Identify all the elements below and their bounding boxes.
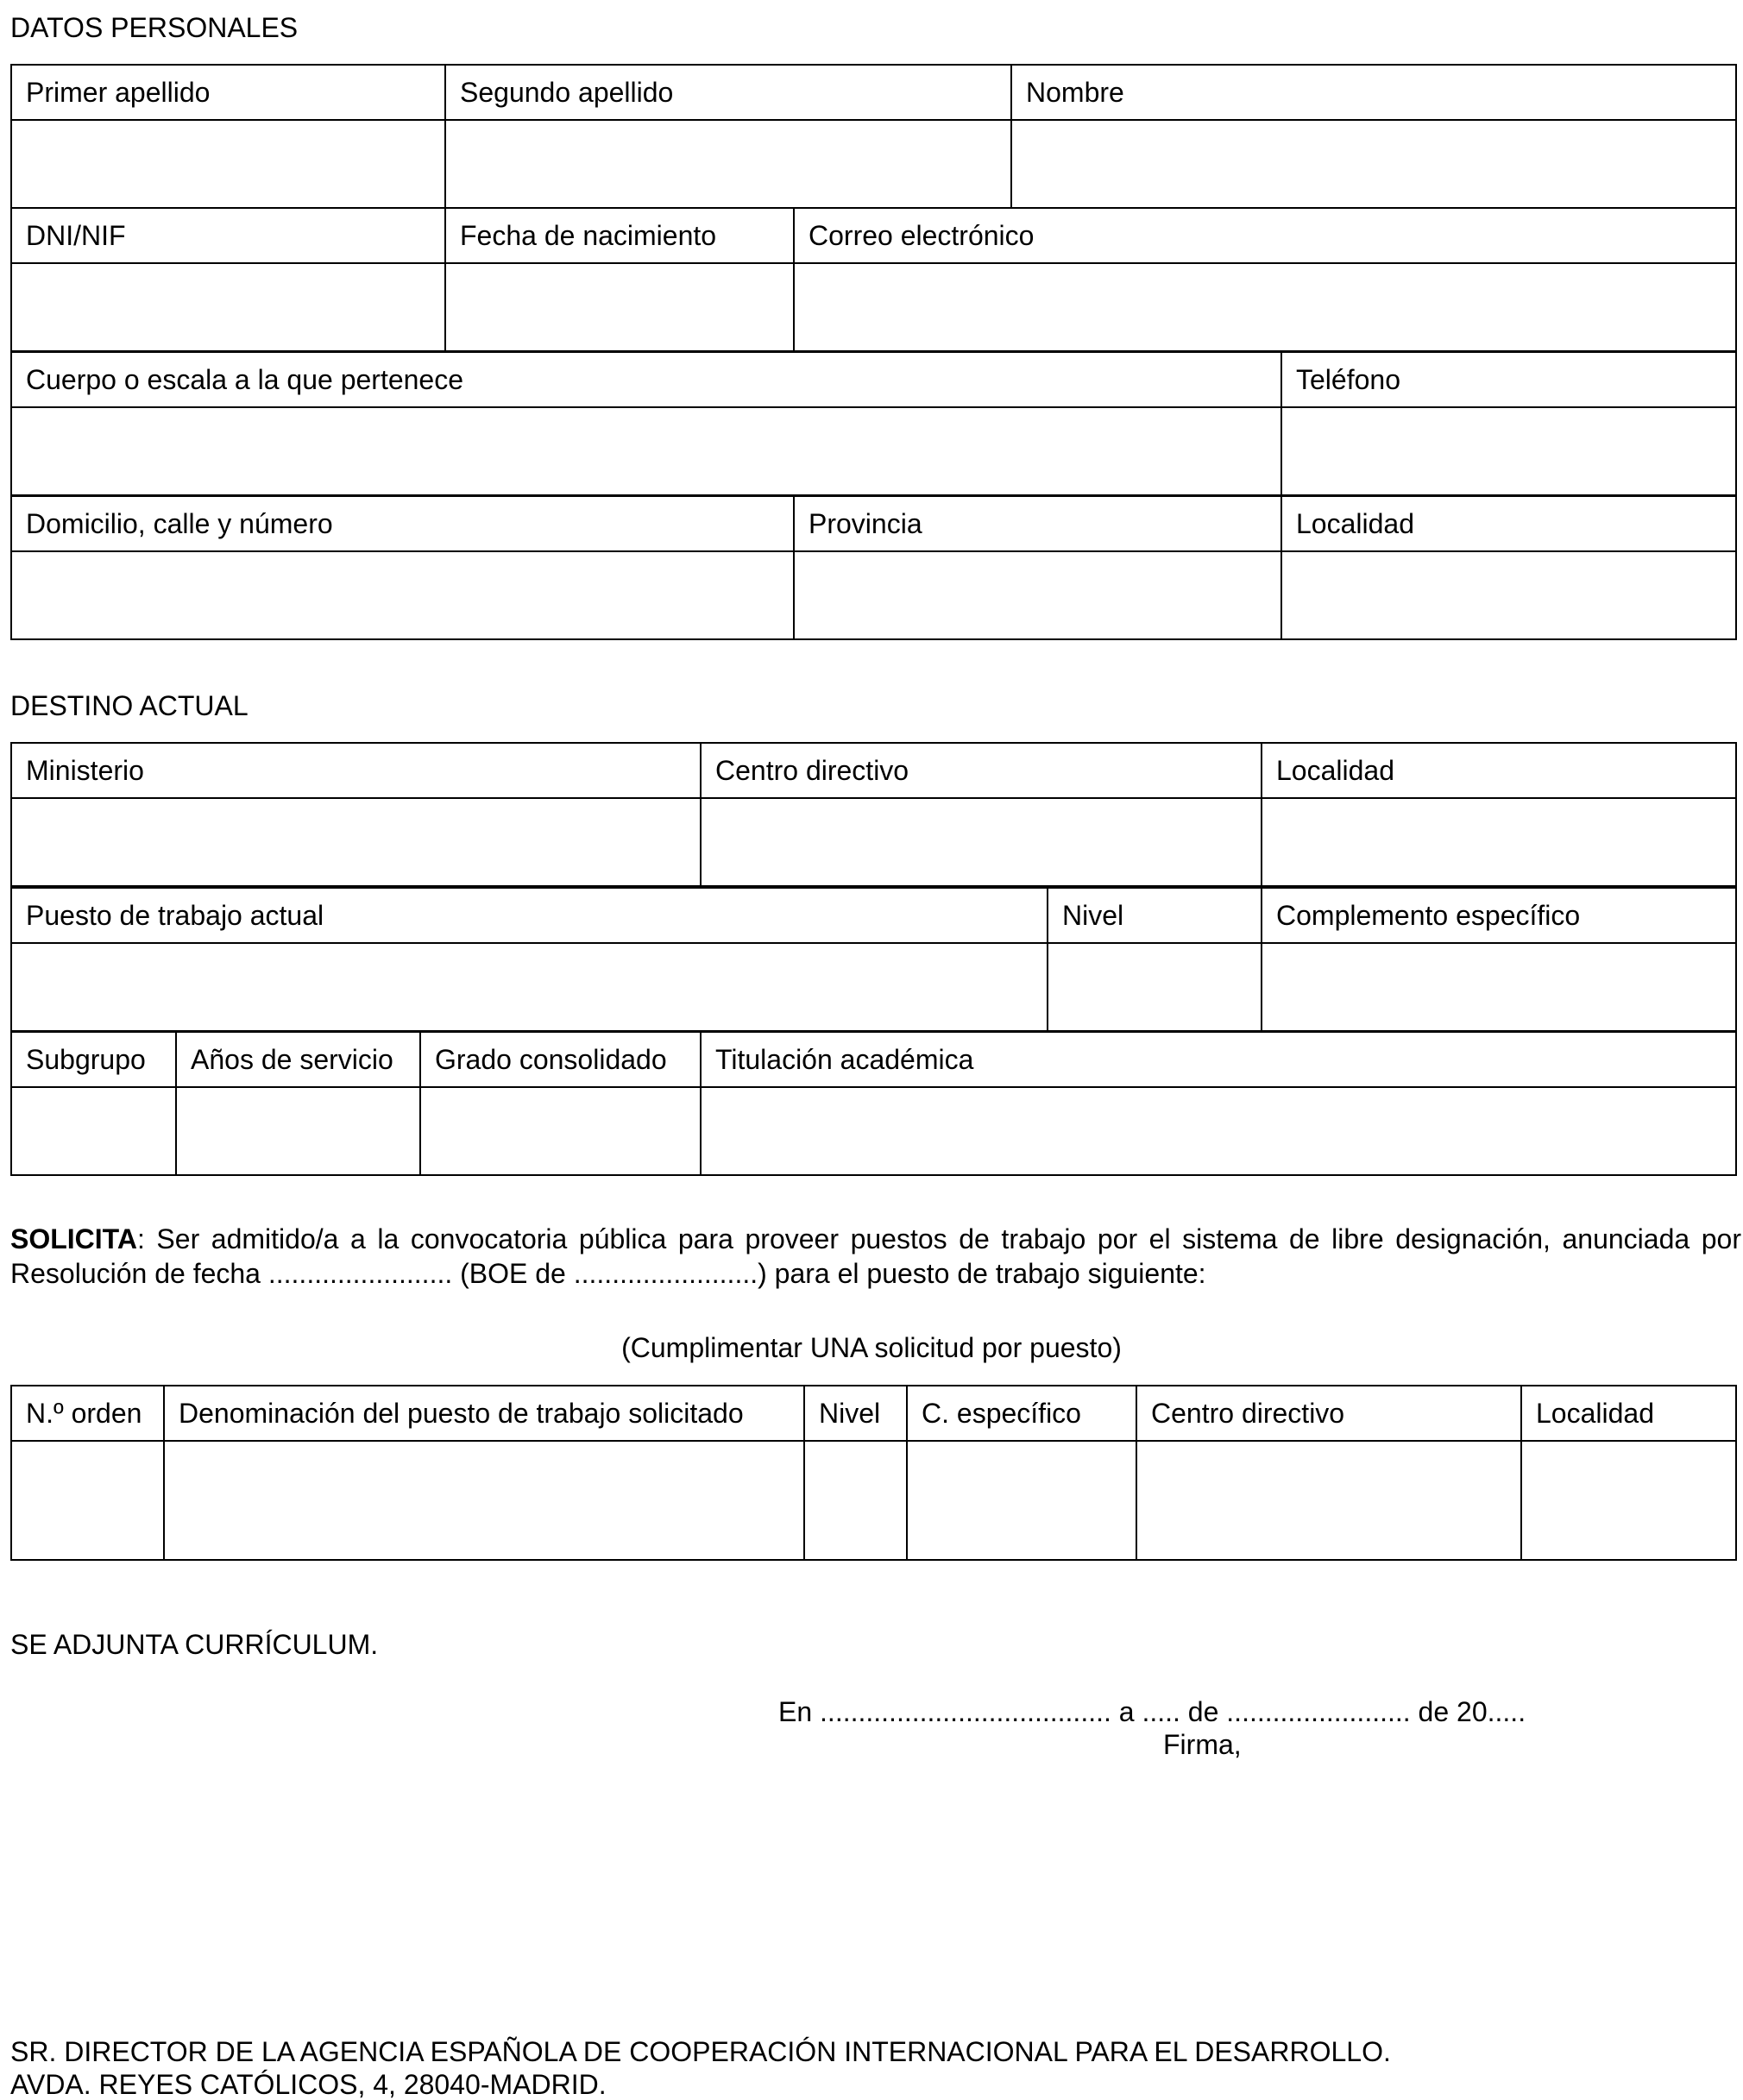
label-nivel: Nivel xyxy=(1048,888,1262,943)
label-primer-apellido: Primer apellido xyxy=(11,65,445,120)
section-title-datos-personales: DATOS PERSONALES xyxy=(10,12,299,43)
input-fecha-nacimiento[interactable] xyxy=(445,263,794,351)
label-solicitado-nivel: Nivel xyxy=(804,1386,907,1441)
label-cuerpo: Cuerpo o escala a la que pertenece xyxy=(11,352,1281,407)
datos-row2 xyxy=(10,207,1737,352)
label-dni: DNI/NIF xyxy=(11,208,445,263)
input-provincia[interactable] xyxy=(794,551,1281,639)
input-puesto-actual[interactable] xyxy=(11,943,1048,1031)
input-denominacion[interactable] xyxy=(164,1441,804,1560)
datos-row4 xyxy=(10,495,1737,640)
label-solicitado-localidad: Localidad xyxy=(1521,1386,1736,1441)
input-solicitado-localidad[interactable] xyxy=(1521,1441,1736,1560)
label-complemento: Complemento específico xyxy=(1262,888,1736,943)
input-c-especifico[interactable] xyxy=(907,1441,1136,1560)
input-domicilio[interactable] xyxy=(11,551,794,639)
input-primer-apellido[interactable] xyxy=(11,120,445,208)
destinatario-line1: SR. DIRECTOR DE LA AGENCIA ESPAÑOLA DE COOPERACIÓN INTERNACIONAL PARA EL DESARROLLO. xyxy=(10,2036,1391,2067)
input-dni[interactable] xyxy=(11,263,445,351)
firma-label: Firma, xyxy=(1163,1729,1242,1760)
lugar-fecha-line: En ...................................... a ..... de ........................ de 20..... xyxy=(778,1696,1526,1727)
input-ministerio[interactable] xyxy=(11,798,701,886)
input-telefono[interactable] xyxy=(1281,407,1736,495)
label-segundo-apellido: Segundo apellido xyxy=(445,65,1011,120)
destinatario-line2: AVDA. REYES CATÓLICOS, 4, 28040-MADRID. xyxy=(10,2069,607,2100)
puesto-solicitado-table xyxy=(10,1385,1737,1561)
input-solicitado-nivel[interactable] xyxy=(804,1441,907,1560)
solicita-text-line1: : Ser admitido/a a la convocatoria pública para proveer puestos de trabajo por el sistema de libre designación, anunciada por xyxy=(136,1223,1741,1254)
section-title-destino-actual: DESTINO ACTUAL xyxy=(10,690,249,721)
label-c-especifico: C. específico xyxy=(907,1386,1136,1441)
input-cuerpo[interactable] xyxy=(11,407,1281,495)
input-centro-directivo[interactable] xyxy=(701,798,1262,886)
label-denominacion: Denominación del puesto de trabajo solicitado xyxy=(164,1386,804,1441)
destino-row1 xyxy=(10,742,1737,887)
input-complemento[interactable] xyxy=(1262,943,1736,1031)
label-subgrupo: Subgrupo xyxy=(11,1032,176,1087)
label-correo: Correo electrónico xyxy=(794,208,1736,263)
input-localidad[interactable] xyxy=(1281,551,1736,639)
datos-row1 xyxy=(10,64,1737,209)
input-segundo-apellido[interactable] xyxy=(445,120,1011,208)
input-anos-servicio[interactable] xyxy=(176,1087,420,1175)
label-ministerio: Ministerio xyxy=(11,743,701,798)
se-adjunta-curriculum: SE ADJUNTA CURRÍCULUM. xyxy=(10,1629,379,1660)
input-nivel[interactable] xyxy=(1048,943,1262,1031)
destino-row3 xyxy=(10,1031,1737,1176)
label-provincia: Provincia xyxy=(794,496,1281,551)
solicita-text-line2: Resolución de fecha ........................ (BOE de ........................) para el puesto de trabajo siguiente: xyxy=(10,1258,1206,1289)
label-destino-localidad: Localidad xyxy=(1262,743,1736,798)
label-grado: Grado consolidado xyxy=(420,1032,701,1087)
label-fecha-nacimiento: Fecha de nacimiento xyxy=(445,208,794,263)
datos-row3 xyxy=(10,351,1737,496)
input-grado[interactable] xyxy=(420,1087,701,1175)
input-nombre[interactable] xyxy=(1011,120,1736,208)
label-titulacion: Titulación académica xyxy=(701,1032,1736,1087)
solicita-keyword: SOLICITA xyxy=(10,1223,137,1254)
destino-row2 xyxy=(10,887,1737,1032)
input-titulacion[interactable] xyxy=(701,1087,1736,1175)
label-numero-orden: N.º orden xyxy=(11,1386,164,1441)
label-domicilio: Domicilio, calle y número xyxy=(11,496,794,551)
input-destino-localidad[interactable] xyxy=(1262,798,1736,886)
input-subgrupo[interactable] xyxy=(11,1087,176,1175)
input-correo[interactable] xyxy=(794,263,1736,351)
label-nombre: Nombre xyxy=(1011,65,1736,120)
cumplimentar-note: (Cumplimentar UNA solicitud por puesto) xyxy=(621,1332,1122,1363)
label-solicitado-centro: Centro directivo xyxy=(1136,1386,1521,1441)
label-telefono: Teléfono xyxy=(1281,352,1736,407)
input-solicitado-centro[interactable] xyxy=(1136,1441,1521,1560)
label-localidad: Localidad xyxy=(1281,496,1736,551)
solicita-paragraph xyxy=(10,1222,1741,1291)
label-puesto-actual: Puesto de trabajo actual xyxy=(11,888,1048,943)
label-anos-servicio: Años de servicio xyxy=(176,1032,420,1087)
input-numero-orden[interactable] xyxy=(11,1441,164,1560)
label-centro-directivo: Centro directivo xyxy=(701,743,1262,798)
